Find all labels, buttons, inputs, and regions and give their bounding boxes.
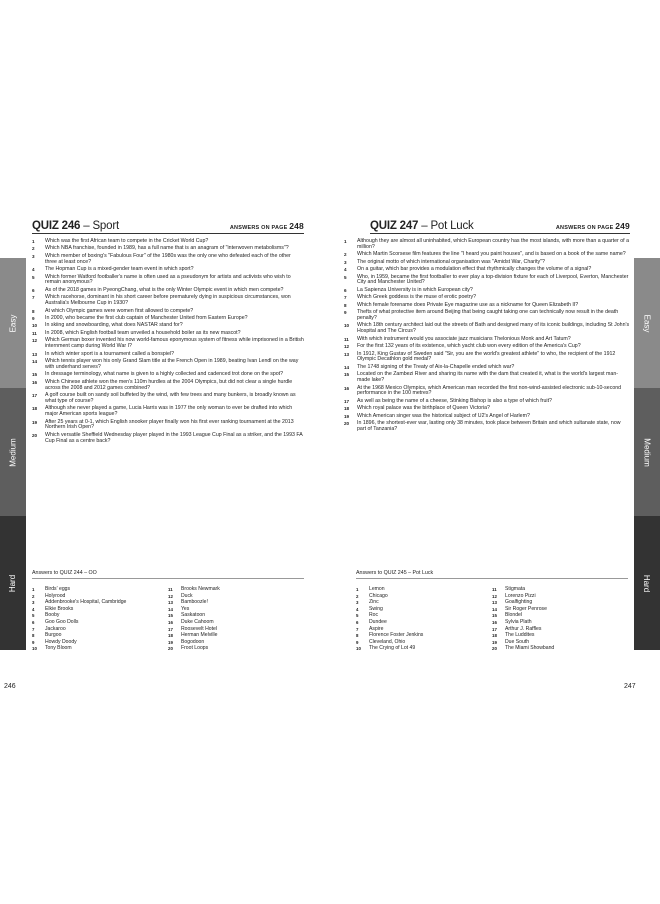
question-text: Which racehorse, dominant in his short career before prematurely dying in suspicious circumstances, won Australia's Melbourne Cup in 1930? bbox=[45, 294, 291, 307]
question-item bbox=[344, 295, 630, 301]
answer-item bbox=[32, 594, 168, 599]
answer-text: Chicago bbox=[369, 592, 388, 599]
question-text: Which 18th century architect laid out the streets of Bath and designed many of its iconic buildings, including St John's Hospital and The Circus? bbox=[357, 322, 630, 335]
answer-text: Yes bbox=[181, 605, 190, 612]
question-number: 12 bbox=[32, 338, 38, 344]
answer-number: 12 bbox=[492, 593, 497, 599]
difficulty-tab-hard: Hard bbox=[634, 516, 660, 650]
answer-number: 19 bbox=[492, 639, 497, 645]
question-item bbox=[344, 275, 630, 287]
question-number: 20 bbox=[32, 432, 38, 438]
answer-number: 15 bbox=[168, 613, 173, 619]
answer-number: 11 bbox=[492, 587, 497, 592]
question-number: 13 bbox=[32, 351, 38, 357]
question-text: The original motto of which international organisation was "Amidst War, Charity"? bbox=[357, 258, 545, 265]
answer-text: Elkie Brooks bbox=[45, 605, 74, 612]
question-item bbox=[32, 359, 304, 371]
answer-number: 18 bbox=[168, 633, 173, 639]
question-text: As well as being the name of a cheese, Stinking Bishop is also a type of which fruit? bbox=[357, 397, 552, 404]
question-item bbox=[344, 406, 630, 412]
question-item bbox=[32, 275, 304, 287]
answer-item bbox=[168, 627, 304, 632]
question-item bbox=[32, 267, 304, 273]
question-number: 18 bbox=[32, 406, 38, 412]
answer-item bbox=[356, 600, 492, 605]
question-item bbox=[32, 393, 304, 405]
answer-number: 2 bbox=[32, 593, 35, 599]
answers-reference: ANSWERS ON PAGE 249 bbox=[555, 221, 630, 231]
answers-grid bbox=[356, 587, 628, 653]
quiz-title: QUIZ 247 – Pot Luck bbox=[370, 220, 474, 232]
question-text: Although she never played a game, Lucia Harris was in 1977 the only woman to ever be drafted into which major American sports league? bbox=[45, 405, 293, 418]
question-text: At the 1968 Mexico Olympics, which American man recorded the first non-wind-assisted electronic sub-10-second performance in the 100 metres? bbox=[357, 384, 622, 397]
question-text: In 1912, King Gustav of Sweden said "Sir, you are the world's greatest athlete" to who, the recipient of the 1912 Olympic Decathlon gold medal? bbox=[357, 350, 616, 363]
answer-number: 2 bbox=[356, 593, 359, 599]
question-item bbox=[344, 252, 630, 258]
answer-item bbox=[168, 587, 304, 592]
answer-item bbox=[32, 607, 168, 612]
answer-number: 3 bbox=[356, 600, 359, 606]
answer-number: 13 bbox=[168, 600, 173, 606]
answer-item bbox=[492, 620, 628, 625]
question-number: 15 bbox=[32, 372, 38, 378]
difficulty-tab-easy: Easy bbox=[0, 258, 26, 388]
answer-item bbox=[168, 640, 304, 645]
answer-text: Saskatoon bbox=[181, 612, 206, 619]
question-item bbox=[32, 331, 304, 337]
question-list bbox=[344, 239, 630, 434]
question-text: With which instrument would you associate jazz musicians Thelonious Monk and Art Tatum? bbox=[357, 335, 571, 342]
question-text: Which tennis player won his only Grand Slam title at the French Open in 1989, beating Ivan Lendl on the way with underhand serves? bbox=[45, 357, 299, 370]
question-number: 11 bbox=[32, 330, 37, 336]
question-text: Thefts of what protective item around Beijing that being caught taking one can technically now result in the death penalty? bbox=[357, 309, 619, 321]
question-item bbox=[344, 310, 630, 322]
question-number: 4 bbox=[32, 267, 35, 273]
question-number: 3 bbox=[344, 259, 347, 265]
question-item bbox=[32, 323, 304, 329]
answer-number: 16 bbox=[168, 619, 173, 625]
question-number: 10 bbox=[344, 323, 350, 329]
question-item bbox=[32, 295, 304, 307]
answer-number: 19 bbox=[168, 639, 173, 645]
question-item bbox=[344, 288, 630, 294]
page-number: 247 bbox=[624, 683, 636, 690]
answer-number: 8 bbox=[32, 633, 35, 639]
answer-number: 9 bbox=[356, 639, 359, 645]
answer-item bbox=[356, 607, 492, 612]
answer-number: 1 bbox=[356, 587, 359, 592]
answer-number: 15 bbox=[492, 613, 497, 619]
answer-item bbox=[168, 646, 304, 651]
difficulty-tab-easy: Easy bbox=[634, 258, 660, 388]
question-text: Which was the first African team to compete in the Cricket World Cup? bbox=[45, 238, 209, 244]
answer-text: Cleveland, Ohio bbox=[369, 638, 406, 645]
answer-item bbox=[492, 600, 628, 605]
answer-item bbox=[492, 594, 628, 599]
answer-text: Booby bbox=[45, 612, 60, 619]
answer-text: Lemon bbox=[369, 586, 385, 592]
question-number: 2 bbox=[32, 246, 35, 252]
answers-column bbox=[492, 587, 628, 653]
answer-item bbox=[492, 607, 628, 612]
answer-text: Jackaroo bbox=[45, 625, 66, 632]
answer-number: 10 bbox=[356, 646, 361, 652]
question-text: As of the 2018 games in PyeongChang, what is the only Winter Olympic event in which men compete? bbox=[45, 286, 284, 293]
question-number: 15 bbox=[344, 372, 350, 378]
question-item bbox=[344, 399, 630, 405]
answers-grid bbox=[32, 587, 304, 653]
answer-number: 17 bbox=[168, 626, 173, 632]
question-text: Which versatile Sheffield Wednesday player played in the 1993 League Cup Final as a striker, and the 1993 FA Cup Final as a centre back? bbox=[45, 431, 303, 444]
answer-text: Birds' eggs bbox=[45, 586, 71, 592]
question-item bbox=[344, 386, 630, 398]
question-number: 19 bbox=[344, 413, 350, 419]
answer-text: Burgoo bbox=[45, 632, 62, 639]
question-text: In dressage terminology, what name is given to a highly collected and cadenced trot done on the spot? bbox=[45, 371, 284, 378]
answer-text: Froot Loops bbox=[181, 645, 209, 652]
question-number: 6 bbox=[32, 287, 35, 293]
answer-text: Bogodoon bbox=[181, 638, 205, 645]
answer-item bbox=[168, 600, 304, 605]
answer-text: Holyrood bbox=[45, 592, 66, 599]
question-text: At which Olympic games were women first allowed to compete? bbox=[45, 307, 194, 314]
answer-item bbox=[32, 600, 168, 605]
answer-number: 11 bbox=[168, 587, 173, 592]
question-number: 10 bbox=[32, 323, 38, 329]
question-text: In which winter sport is a tournament called a bonspiel? bbox=[45, 350, 174, 357]
question-number: 13 bbox=[344, 351, 350, 357]
answer-text: Roc bbox=[369, 612, 379, 619]
answer-item bbox=[168, 607, 304, 612]
answers-heading: Answers to QUIZ 244 – OO bbox=[32, 570, 304, 579]
answer-item bbox=[356, 620, 492, 625]
question-item bbox=[344, 365, 630, 371]
answer-text: Tony Bloom bbox=[45, 645, 72, 652]
answer-number: 5 bbox=[32, 613, 35, 619]
answer-item bbox=[356, 594, 492, 599]
answers-heading: Answers to QUIZ 245 – Pot Luck bbox=[356, 570, 628, 579]
answer-text: Aspire bbox=[369, 625, 384, 632]
question-item bbox=[344, 260, 630, 266]
question-item bbox=[344, 372, 630, 384]
question-item bbox=[344, 421, 630, 433]
question-number: 9 bbox=[344, 310, 347, 316]
question-number: 4 bbox=[344, 267, 347, 273]
answer-text: Zinc bbox=[369, 599, 379, 606]
answer-number: 5 bbox=[356, 613, 359, 619]
question-item bbox=[344, 267, 630, 273]
question-item bbox=[32, 338, 304, 350]
question-text: Which NBA franchise, founded in 1989, has a full name that is an anagram of "interwoven metabolisms"? bbox=[45, 245, 289, 252]
question-number: 17 bbox=[344, 398, 350, 404]
answers-column bbox=[32, 587, 168, 653]
answer-item bbox=[492, 613, 628, 618]
answer-number: 6 bbox=[356, 619, 359, 625]
answer-item bbox=[168, 613, 304, 618]
question-number: 18 bbox=[344, 406, 350, 412]
question-text: The 1748 signing of the Treaty of Aix-la-Chapelle ended which war? bbox=[357, 363, 515, 370]
answer-number: 14 bbox=[168, 606, 173, 612]
question-number: 14 bbox=[32, 358, 38, 364]
answer-item bbox=[32, 640, 168, 645]
question-text: Which female forename does Private Eye magazine use as a nickname for Queen Elizabeth II? bbox=[357, 301, 579, 308]
question-number: 16 bbox=[32, 379, 38, 385]
answer-number: 7 bbox=[32, 626, 35, 632]
answer-item bbox=[492, 587, 628, 592]
answer-number: 4 bbox=[356, 606, 359, 612]
answer-item bbox=[168, 633, 304, 638]
answer-item bbox=[32, 646, 168, 651]
question-number: 9 bbox=[32, 315, 35, 321]
question-number: 20 bbox=[344, 421, 350, 427]
question-text: A golf course built on sandy soil buffeted by the wind, with few trees and many bunkers, is broadly known as what type of course? bbox=[45, 391, 296, 404]
answer-text: Florence Foster Jenkins bbox=[369, 632, 424, 639]
answer-item bbox=[492, 640, 628, 645]
page-number: 246 bbox=[4, 683, 16, 690]
right-page bbox=[330, 0, 660, 904]
question-text: Which former Watford footballer's name is often used as a pseudonym for artists and activists who wish to remain anonymous? bbox=[45, 273, 291, 286]
question-text: Who, in 1959, became the first footballer to ever play a top-division fixture for each of Liverpool, Everton, Manchester City and Manchester United? bbox=[357, 273, 629, 286]
answer-number: 8 bbox=[356, 633, 359, 639]
answer-item bbox=[168, 620, 304, 625]
question-item bbox=[344, 337, 630, 343]
answer-text: Goo Goo Dolls bbox=[45, 618, 79, 625]
answer-item bbox=[356, 640, 492, 645]
answer-number: 14 bbox=[492, 606, 497, 612]
question-text: In 2000, who became the first club captain of Manchester United from Eastern Europe? bbox=[45, 314, 248, 321]
question-item bbox=[32, 352, 304, 358]
answer-item bbox=[356, 633, 492, 638]
question-item bbox=[32, 254, 304, 266]
question-text: Which royal palace was the birthplace of Queen Victoria? bbox=[357, 405, 490, 412]
question-number: 19 bbox=[32, 419, 38, 425]
question-item bbox=[344, 239, 630, 251]
answer-number: 18 bbox=[492, 633, 497, 639]
answer-number: 4 bbox=[32, 606, 35, 612]
answer-item bbox=[32, 627, 168, 632]
question-text: In skiing and snowboarding, what does NASTAR stand for? bbox=[45, 322, 183, 329]
answer-text: Sylvia Plath bbox=[505, 618, 532, 625]
difficulty-tab-medium: Medium bbox=[0, 388, 26, 516]
answer-text: Swing bbox=[369, 605, 383, 612]
question-item bbox=[32, 380, 304, 392]
answer-number: 1 bbox=[32, 587, 35, 592]
quiz-title: QUIZ 246 – Sport bbox=[32, 220, 119, 232]
question-text: Which member of boxing's "Fabulous Four" of the 1980s was the only one who defeated each of the other three at least once? bbox=[45, 252, 291, 265]
answer-text: Arthur J. Raffles bbox=[505, 625, 542, 632]
answer-text: Bamboozle! bbox=[181, 599, 208, 606]
question-item bbox=[344, 323, 630, 335]
answers-reference: ANSWERS ON PAGE 248 bbox=[229, 221, 304, 231]
question-number: 11 bbox=[344, 336, 349, 342]
question-text: Which Greek goddess is the muse of erotic poetry? bbox=[357, 294, 477, 301]
answer-item bbox=[356, 646, 492, 651]
question-item bbox=[32, 316, 304, 322]
question-item bbox=[344, 344, 630, 350]
answer-number: 9 bbox=[32, 639, 35, 645]
answer-text: Howdy Doody bbox=[45, 638, 77, 645]
answer-item bbox=[492, 633, 628, 638]
question-item bbox=[32, 309, 304, 315]
quiz-header bbox=[32, 217, 304, 234]
question-number: 17 bbox=[32, 392, 38, 398]
question-text: After 25 years at 0-1, which English snooker player finally won his first ever ranking tournament at the 2013 Northern Irish Open? bbox=[45, 418, 294, 431]
question-text: In 1896, the shortest-ever war, lasting only 38 minutes, took place between Britain and which sultanate state, now part of Tanzania? bbox=[357, 420, 621, 432]
answer-text: Roosevelt Hotel bbox=[181, 625, 217, 632]
answer-text: Brooks Newmark bbox=[181, 586, 220, 592]
question-item bbox=[344, 414, 630, 420]
question-text: On a guitar, which bar provides a modulation effect that rhythmically changes the volume of a signal? bbox=[357, 266, 592, 273]
question-number: 2 bbox=[344, 252, 347, 258]
question-number: 6 bbox=[344, 287, 347, 293]
question-list bbox=[32, 239, 304, 446]
question-number: 1 bbox=[32, 239, 35, 244]
question-item bbox=[32, 246, 304, 252]
question-text: Located on the Zambezi River and sharing its name with the dam that created it, what is the world's largest man-made lake? bbox=[357, 371, 619, 384]
question-item bbox=[32, 288, 304, 294]
question-text: Which Martin Scorsese film features the line "I heard you paint houses", and is based on a book of the same name? bbox=[357, 251, 626, 258]
answer-number: 17 bbox=[492, 626, 497, 632]
answer-number: 13 bbox=[492, 600, 497, 606]
question-item bbox=[32, 239, 304, 245]
answer-text: Blondel bbox=[505, 612, 522, 619]
question-text: Which Chinese athlete won the men's 110m hurdles at the 2004 Olympics, but did not clear a single hurdle across the 2008 and 2012 games combined? bbox=[45, 378, 293, 391]
answer-number: 6 bbox=[32, 619, 35, 625]
answer-text: Addenbrooke's Hospital, Cambridge bbox=[45, 599, 127, 606]
answer-text: Due South bbox=[505, 638, 530, 645]
answer-item bbox=[32, 587, 168, 592]
answer-item bbox=[492, 627, 628, 632]
question-number: 8 bbox=[32, 308, 35, 314]
answer-item bbox=[168, 594, 304, 599]
question-number: 12 bbox=[344, 344, 350, 350]
answer-text: Dundee bbox=[369, 618, 387, 625]
answer-item bbox=[32, 613, 168, 618]
answer-number: 10 bbox=[32, 646, 37, 652]
question-item bbox=[32, 372, 304, 378]
answer-item bbox=[356, 627, 492, 632]
answer-item bbox=[32, 633, 168, 638]
answer-number: 20 bbox=[168, 646, 173, 652]
question-text: Which German boxer invented his now world-famous eponymous system of fitness while imprisoned in a British internment camp during World War I? bbox=[45, 337, 304, 350]
answer-number: 3 bbox=[32, 600, 35, 606]
answer-item bbox=[492, 646, 628, 651]
question-number: 5 bbox=[32, 274, 35, 280]
answer-text: Lorenzo Pizzi bbox=[505, 592, 536, 599]
answers-column bbox=[168, 587, 304, 653]
difficulty-tab-hard: Hard bbox=[0, 516, 26, 650]
question-text: In 2008, which English football team unveiled a household boiler as its new mascot? bbox=[45, 329, 241, 336]
difficulty-tab-medium: Medium bbox=[634, 388, 660, 516]
answer-text: The Crying of Lot 49 bbox=[369, 645, 416, 652]
answer-text: The Luddites bbox=[505, 632, 535, 639]
answer-item bbox=[32, 620, 168, 625]
answer-text: Duck bbox=[181, 592, 193, 599]
answer-number: 20 bbox=[492, 646, 497, 652]
quiz-header bbox=[370, 217, 630, 234]
answers-column bbox=[356, 587, 492, 653]
answer-number: 12 bbox=[168, 593, 173, 599]
answer-item bbox=[356, 587, 492, 592]
question-item bbox=[32, 420, 304, 432]
question-number: 7 bbox=[32, 295, 35, 301]
question-text: La Sapienza University is in which European city? bbox=[357, 286, 473, 293]
question-item bbox=[32, 433, 304, 445]
question-number: 14 bbox=[344, 364, 350, 370]
question-number: 3 bbox=[32, 253, 35, 259]
question-item bbox=[344, 352, 630, 364]
answer-text: Stigmata bbox=[505, 586, 526, 592]
question-item bbox=[344, 303, 630, 309]
answer-text: The Miami Showband bbox=[505, 645, 555, 652]
answer-number: 7 bbox=[356, 626, 359, 632]
answer-text: Herman Melville bbox=[181, 632, 218, 639]
question-text: Which American singer was the historical subject of U2's Angel of Harlem? bbox=[357, 412, 530, 419]
question-number: 5 bbox=[344, 274, 347, 280]
answer-text: Duke Cahoom bbox=[181, 618, 214, 625]
answer-text: Goalfighting bbox=[505, 599, 533, 606]
question-number: 16 bbox=[344, 385, 350, 391]
question-number: 7 bbox=[344, 295, 347, 301]
answer-text: Sir Roger Penrose bbox=[505, 605, 547, 612]
question-item bbox=[32, 406, 304, 418]
question-text: For the first 132 years of its existence, which yacht club won every edition of the America's Cup? bbox=[357, 343, 581, 350]
answer-number: 16 bbox=[492, 619, 497, 625]
question-text: The Hopman Cup is a mixed-gender team event in which sport? bbox=[45, 266, 194, 273]
question-number: 1 bbox=[344, 239, 347, 244]
question-text: Although they are almost all uninhabited, which European country has the most islands, with more than a quarter of a million? bbox=[357, 238, 629, 250]
question-number: 8 bbox=[344, 302, 347, 308]
answer-item bbox=[356, 613, 492, 618]
